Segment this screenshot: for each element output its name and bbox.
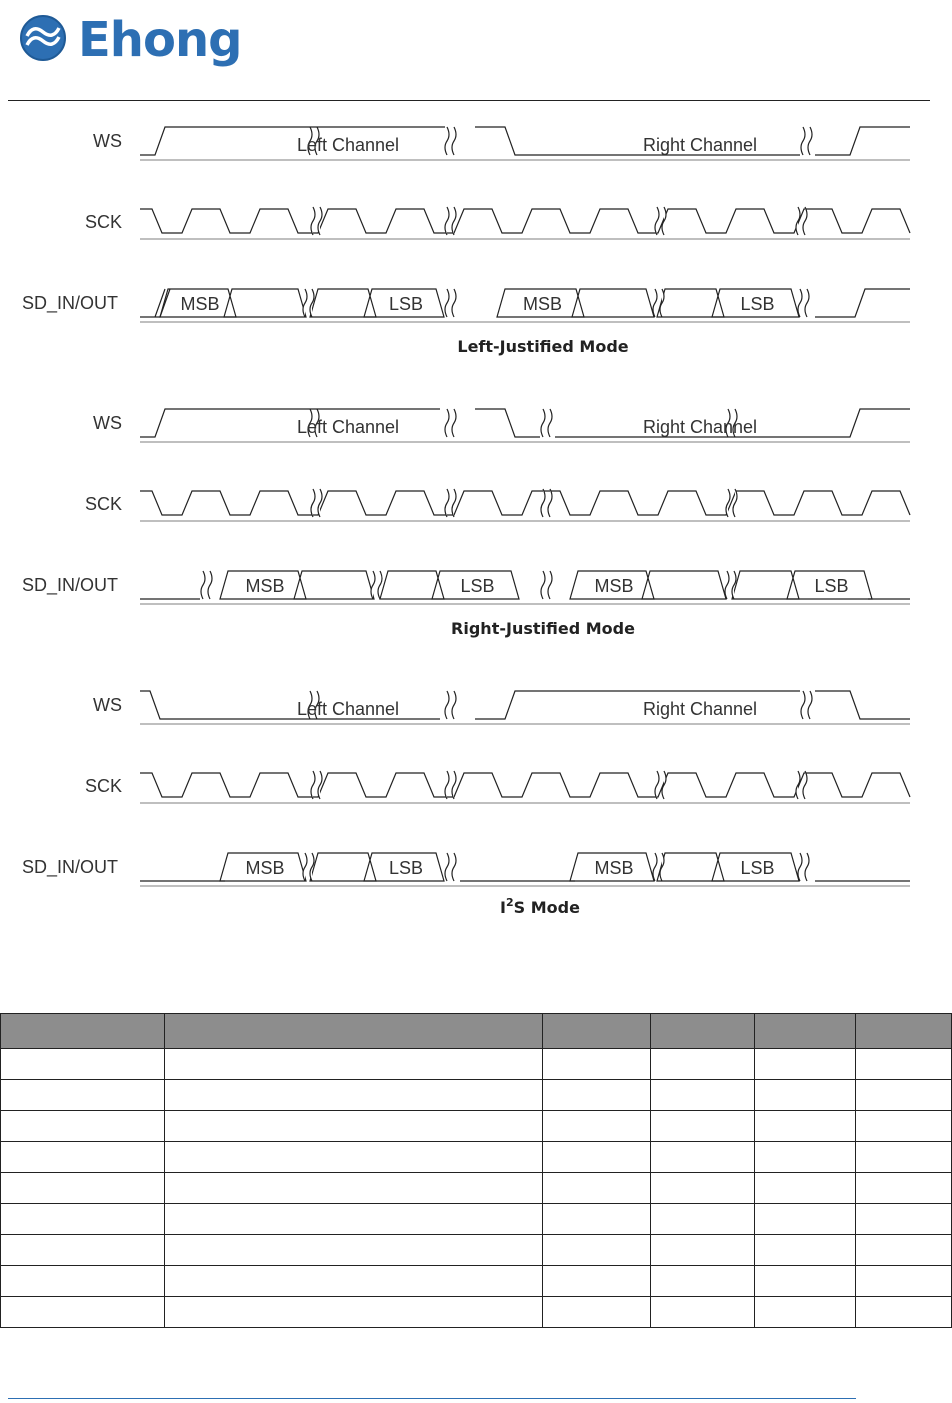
table-cell xyxy=(543,1142,651,1173)
data-word-box xyxy=(657,853,724,881)
table-cell xyxy=(165,1204,543,1235)
table-cell xyxy=(543,1266,651,1297)
time-break-mark xyxy=(445,127,456,155)
lsb-label: LSB xyxy=(460,576,495,596)
table-cell xyxy=(755,1297,856,1328)
table-cell xyxy=(1,1111,165,1142)
caption-part: S Mode xyxy=(513,898,580,917)
table-cell xyxy=(651,1142,755,1173)
data-word-box xyxy=(380,571,444,599)
table-cell xyxy=(1,1266,165,1297)
table-header-cell xyxy=(543,1014,651,1049)
table-cell xyxy=(165,1142,543,1173)
time-break-mark xyxy=(371,571,382,599)
footer-divider xyxy=(8,1398,856,1399)
table-cell xyxy=(543,1235,651,1266)
table-cell xyxy=(755,1111,856,1142)
time-break-mark xyxy=(796,207,807,235)
table-cell xyxy=(856,1080,952,1111)
table-cell xyxy=(651,1111,755,1142)
table-cell xyxy=(651,1204,755,1235)
table-cell xyxy=(856,1173,952,1204)
mode-caption xyxy=(500,896,580,917)
data-word-box xyxy=(224,289,306,317)
time-break-mark xyxy=(311,771,322,799)
data-word-box xyxy=(294,571,374,599)
lsb-label: LSB xyxy=(388,858,424,878)
table-cell xyxy=(543,1080,651,1111)
signal-label-ws: WS xyxy=(93,131,122,151)
signal-label-sck: SCK xyxy=(84,494,122,514)
table-cell xyxy=(1,1235,165,1266)
table-cell xyxy=(165,1173,543,1204)
table-header-row xyxy=(1,1014,952,1049)
time-break-mark xyxy=(798,853,809,881)
time-break-mark xyxy=(303,853,314,881)
signal-label-sck: SCK xyxy=(84,776,122,796)
ws-waveform xyxy=(140,409,910,437)
signal-label-ws: WS xyxy=(93,695,122,715)
time-break-mark xyxy=(798,289,809,317)
header-divider xyxy=(8,100,930,101)
left-channel-label: Left Channel xyxy=(296,135,400,155)
caption-superscript: 2 xyxy=(505,896,514,909)
mode-caption: Right-Justified Mode xyxy=(451,619,635,638)
table-row xyxy=(1,1173,952,1204)
sd-waveform xyxy=(815,289,910,317)
sck-waveform xyxy=(140,209,910,233)
signal-label-sd: SD_IN/OUT xyxy=(21,857,118,877)
msb-label: MSB xyxy=(522,294,563,314)
table-cell xyxy=(1,1142,165,1173)
time-break-mark xyxy=(445,289,456,317)
table-cell xyxy=(755,1235,856,1266)
mode-caption: Left-Justified Mode xyxy=(457,337,629,356)
table-cell xyxy=(543,1049,651,1080)
table-cell xyxy=(651,1080,755,1111)
data-word-box xyxy=(310,853,376,881)
table-cell xyxy=(755,1266,856,1297)
spec-table xyxy=(0,1013,952,1328)
table-cell xyxy=(165,1049,543,1080)
table-cell xyxy=(651,1173,755,1204)
data-word-box xyxy=(310,289,376,317)
table-cell xyxy=(651,1297,755,1328)
time-break-mark xyxy=(655,771,666,799)
data-word-box xyxy=(642,571,726,599)
time-break-mark xyxy=(311,207,322,235)
table-cell xyxy=(1,1204,165,1235)
left-channel-label: Left Channel xyxy=(296,699,400,719)
right-channel-label: Right Channel xyxy=(642,699,758,719)
time-break-mark xyxy=(445,409,456,437)
time-break-mark xyxy=(303,289,314,317)
right-channel-label: Right Channel xyxy=(642,417,758,437)
table-cell xyxy=(1,1173,165,1204)
time-break-mark xyxy=(445,853,456,881)
time-break-mark xyxy=(801,691,812,719)
table-cell xyxy=(1,1080,165,1111)
time-break-mark xyxy=(201,571,212,599)
signal-label-sd: SD_IN/OUT xyxy=(21,293,118,313)
lsb-label: LSB xyxy=(814,576,849,596)
table-cell xyxy=(856,1142,952,1173)
table-row xyxy=(1,1080,952,1111)
table-cell xyxy=(543,1173,651,1204)
msb-label: MSB xyxy=(245,858,285,878)
signal-label-sck: SCK xyxy=(84,212,122,232)
time-break-mark xyxy=(796,771,807,799)
table-header-cell xyxy=(651,1014,755,1049)
table-row xyxy=(1,1142,952,1173)
table-cell xyxy=(856,1235,952,1266)
table-row xyxy=(1,1235,952,1266)
table-cell xyxy=(543,1111,651,1142)
time-break-mark xyxy=(445,691,456,719)
table-cell xyxy=(755,1142,856,1173)
table-header-cell xyxy=(165,1014,543,1049)
lsb-label: LSB xyxy=(388,294,424,314)
data-word-box xyxy=(572,289,654,317)
table-header-cell xyxy=(856,1014,952,1049)
table-cell xyxy=(1,1049,165,1080)
table-row xyxy=(1,1049,952,1080)
lsb-label: LSB xyxy=(740,858,775,878)
time-break-mark xyxy=(311,489,322,517)
sck-waveform xyxy=(140,773,910,797)
table-row xyxy=(1,1204,952,1235)
table-cell xyxy=(165,1080,543,1111)
left-channel-label: Left Channel xyxy=(296,417,400,437)
table-cell xyxy=(856,1266,952,1297)
time-break-mark xyxy=(725,571,736,599)
msb-label: MSB xyxy=(245,576,285,596)
table-cell xyxy=(543,1297,651,1328)
table-cell xyxy=(543,1204,651,1235)
brand-logo xyxy=(18,10,248,70)
time-break-mark xyxy=(541,409,552,437)
time-break-mark xyxy=(655,207,666,235)
ws-waveform xyxy=(140,691,910,719)
table-row xyxy=(1,1297,952,1328)
table-cell xyxy=(755,1080,856,1111)
table-cell xyxy=(755,1204,856,1235)
table-cell xyxy=(651,1049,755,1080)
timing-diagrams xyxy=(0,105,952,920)
table-cell xyxy=(755,1049,856,1080)
sd-waveform xyxy=(140,289,170,317)
table-cell xyxy=(165,1297,543,1328)
lsb-label: LSB xyxy=(740,294,775,314)
table-cell xyxy=(651,1235,755,1266)
signal-label-ws: WS xyxy=(93,413,122,433)
msb-label: MSB xyxy=(180,294,220,314)
caption-part: I xyxy=(500,898,506,917)
table-cell xyxy=(755,1173,856,1204)
time-break-mark xyxy=(541,489,552,517)
table-cell xyxy=(1,1297,165,1328)
table-cell xyxy=(856,1111,952,1142)
msb-label: MSB xyxy=(594,576,634,596)
table-cell xyxy=(856,1204,952,1235)
table-cell xyxy=(856,1049,952,1080)
msb-label: MSB xyxy=(594,858,634,878)
table-cell xyxy=(165,1266,543,1297)
brand-name: Ehong xyxy=(78,12,242,68)
signal-label-sd: SD_IN/OUT xyxy=(21,575,118,595)
table-cell xyxy=(165,1235,543,1266)
time-break-mark xyxy=(541,571,552,599)
table-cell xyxy=(856,1297,952,1328)
ws-waveform xyxy=(140,127,910,155)
sck-waveform xyxy=(140,491,910,515)
table-row xyxy=(1,1266,952,1297)
table-cell xyxy=(165,1111,543,1142)
table-header-cell xyxy=(755,1014,856,1049)
table-row xyxy=(1,1111,952,1142)
table-header-cell xyxy=(1,1014,165,1049)
data-word-box xyxy=(657,289,724,317)
data-word-box xyxy=(732,571,799,599)
table-cell xyxy=(651,1266,755,1297)
right-channel-label: Right Channel xyxy=(642,135,758,155)
time-break-mark xyxy=(801,127,812,155)
ehong-wave-logo-icon xyxy=(18,10,68,66)
